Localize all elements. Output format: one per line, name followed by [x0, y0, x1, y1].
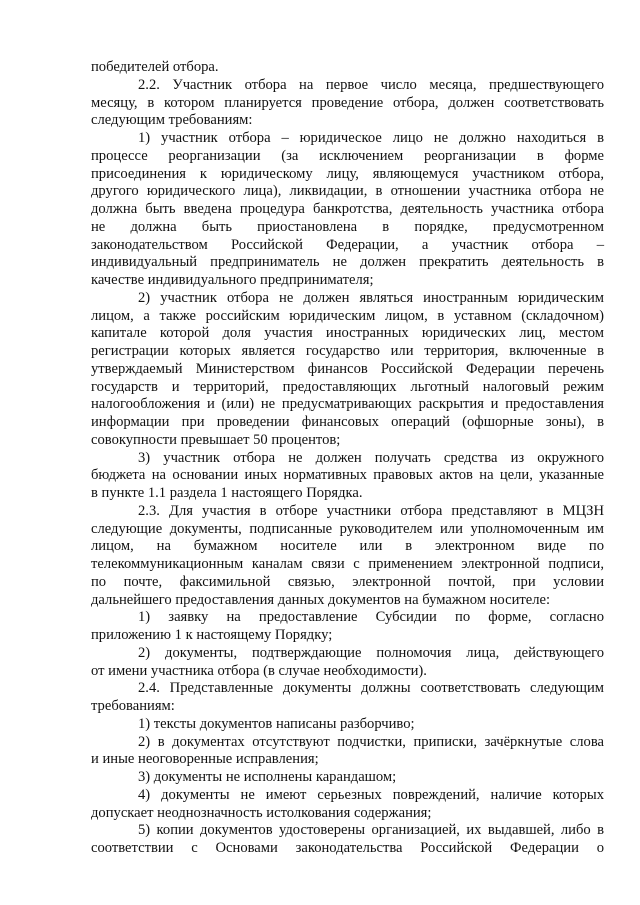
text-line: 1) тексты документов написаны разборчиво; — [138, 715, 415, 732]
text-line: 2.4. Представленные документы должны соответствовать следующим — [138, 680, 604, 697]
text-line: 2) документы, подтверждающие полномочия лица, действующего — [138, 644, 604, 661]
text-line: соответствии с Основами законодательства Российской Федерации о — [91, 840, 604, 856]
text-line: законодательством Российской Федерации, а участник отбора – — [91, 236, 604, 253]
text-line: 2.3. Для участия в отборе участники отбора представляют в МЦЗН — [138, 502, 604, 519]
text-line: лицом, а также российским юридическим лицом, в уставном (складочном) — [91, 307, 604, 324]
text-line: победителей отбора. — [91, 59, 219, 75]
text-line: телекоммуникационным каналам связи с применением электронной подписи, — [91, 556, 604, 572]
text-line: утверждаемый Министерством финансов Российской Федерации перечень — [91, 360, 604, 377]
text-line: по почте, факсимильной связью, электронной почтой, при условии — [91, 573, 604, 590]
text-line: процессе реорганизации (за исключением реорганизации в форме — [91, 147, 604, 164]
text-line: 1) заявку на предоставление Субсидии по форме, согласно — [138, 609, 604, 626]
text-line: 2) в документах отсутствуют подчистки, приписки, зачёркнутые слова — [138, 733, 604, 750]
text-line: капитале которой доля участия иностранных юридических лиц, местом — [91, 325, 604, 342]
text-line: индивидуальный предприниматель не должен прекратить деятельность в — [91, 254, 604, 271]
text-line: бюджета на основании иных нормативных правовых актов на цели, указанные — [91, 467, 604, 484]
document-page — [91, 59, 604, 858]
text-line: 2.2. Участник отбора на первое число месяца, предшествующего — [138, 76, 604, 93]
text-line: присоединения к юридическому лицу, являющемуся участником отбора, — [91, 165, 604, 182]
text-line: следующие документы, подписанные руководителем или уполномоченным им — [91, 520, 604, 537]
text-line: налогообложения и (или) не предусматривающих раскрытия и предоставления — [91, 396, 604, 413]
text-line: лицом, на бумажном носителе или в электронном виде по — [91, 538, 604, 555]
text-line: 4) документы не имеют серьезных повреждений, наличие которых — [138, 786, 604, 803]
text-line: должна быть введена процедура банкротства, деятельность участника отбора — [91, 201, 604, 217]
text-line: не должна быть приостановлена в порядке, предусмотренном — [91, 218, 604, 235]
text-line: 5) копии документов удостоверены организацией, их выдавшей, либо в — [138, 822, 604, 839]
text-line: 1) участник отбора – юридическое лицо не должно находиться в — [138, 130, 604, 146]
text-line: 2) участник отбора не должен являться иностранным юридическим — [138, 289, 604, 306]
text-line: государств и территорий, предоставляющих льготный налоговый режим — [91, 378, 604, 395]
text-line: информации при проведении финансовых операций (офшорные зоны), в — [91, 414, 604, 430]
text-line: требованиям: — [91, 698, 175, 714]
text-line: 3) участник отбора не должен получать средства из окружного — [138, 449, 604, 466]
text-line: следующим требованиям: — [91, 112, 253, 129]
text-line: от имени участника отбора (в случае необходимости). — [91, 662, 427, 679]
text-line: качестве индивидуального предпринимателя; — [91, 272, 374, 288]
text-line: приложению 1 к настоящему Порядку; — [91, 627, 333, 643]
text-line: другого юридического лица), ликвидации, в отношении участника отбора не — [91, 183, 604, 200]
text-line: регистрации которых является государство или территория, включенные в — [91, 343, 604, 359]
text-line: в пункте 1.1 раздела 1 настоящего Порядка. — [91, 485, 363, 501]
text-line: месяцу, в котором планируется проведение отбора, должен соответствовать — [91, 94, 604, 111]
text-line: и иные неоговоренные исправления; — [91, 751, 319, 768]
text-line: дальнейшего предоставления данных документов на бумажном носителе: — [91, 591, 551, 608]
text-line: совокупности превышает 50 процентов; — [91, 431, 341, 448]
text-line: допускает неоднозначность истолкования содержания; — [91, 804, 432, 821]
text-line: 3) документы не исполнены карандашом; — [138, 769, 397, 785]
